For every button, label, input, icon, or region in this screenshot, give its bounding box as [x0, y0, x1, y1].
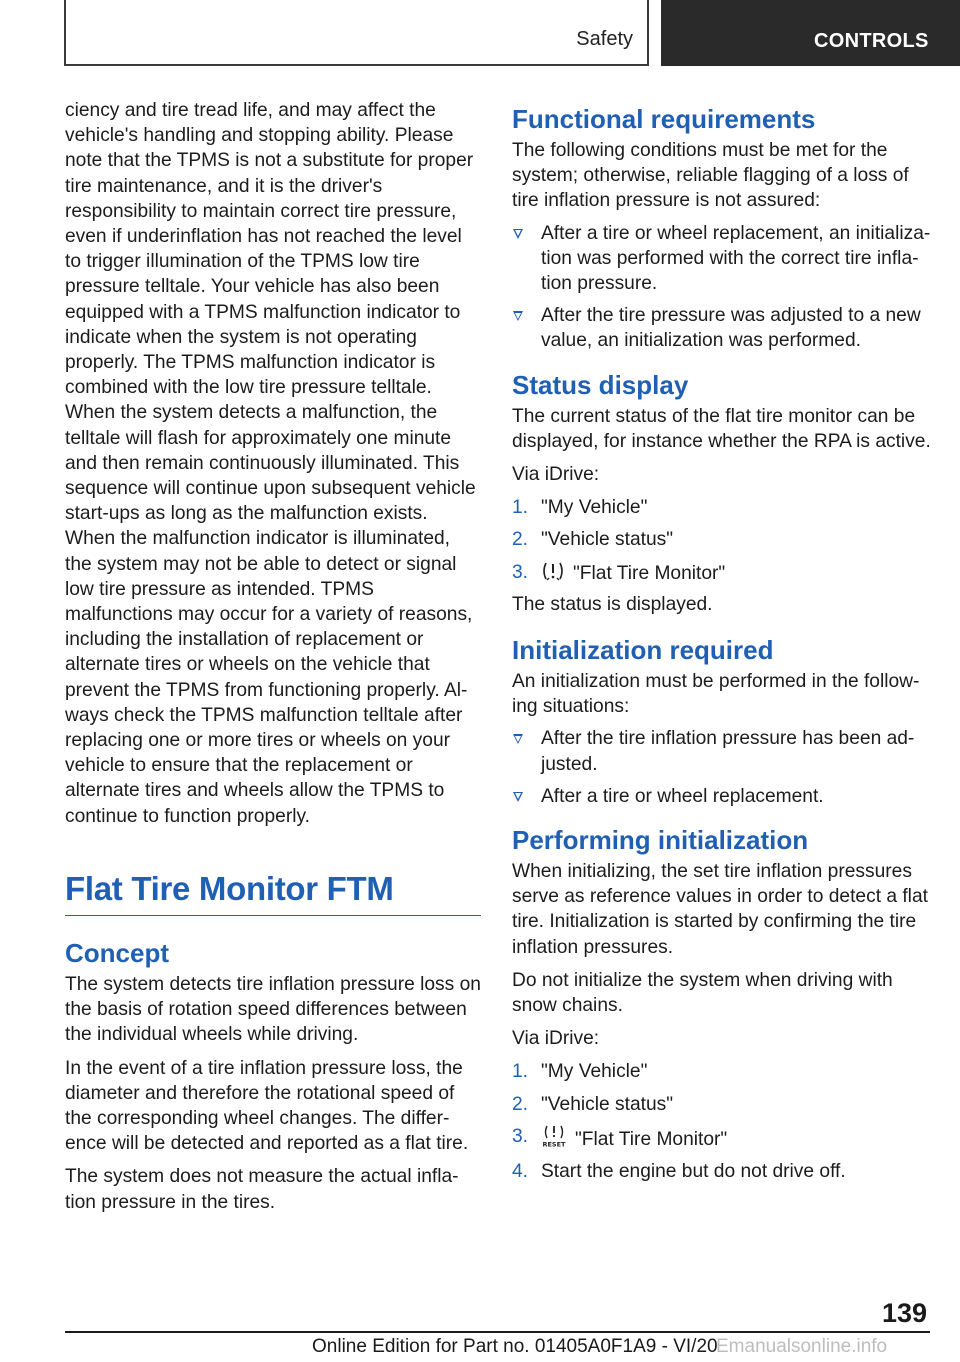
functional-requirements-paragraph: The following conditions must be met for the system; otherwise, reliable flagging of a loss of tire inflation pressure is not assured: — [512, 140, 909, 212]
footer-divider — [65, 1331, 930, 1333]
concept-paragraph-3: The system does not measure the actual inflation pressure in the tires. — [65, 1166, 459, 1213]
chapter-tab — [661, 0, 960, 66]
via-idrive-label: Via iDrive: — [512, 1028, 600, 1050]
status-steps-list — [512, 495, 932, 586]
list-item: 1. "My Vehicle" — [512, 497, 648, 519]
main-heading: Flat Tire Monitor FTM — [65, 869, 481, 916]
triangle-bullet-icon — [513, 229, 523, 239]
list-item: 1. "My Vehicle" — [512, 1061, 648, 1083]
section-label: Safety — [576, 28, 633, 50]
header-section-box — [64, 0, 649, 66]
initialization-required-list — [512, 726, 932, 809]
watermark: Emanualsonline.info — [716, 1336, 888, 1357]
initialization-required-paragraph: An initialization must be performed in the following situations: — [512, 671, 920, 718]
chapter-label: CONTROLS — [814, 30, 929, 52]
status-display-heading: Status display — [512, 369, 689, 400]
performing-initialization-heading: Performing initialization — [512, 825, 809, 856]
list-item: After a tire or wheel replacement, an initialization was performed with the correct tire inflation pressure. — [512, 221, 932, 297]
triangle-bullet-icon — [513, 311, 523, 321]
list-item: 3. "Flat Tire Monitor" — [512, 561, 726, 584]
concept-heading: Concept — [65, 937, 169, 968]
tire-reset-icon — [541, 1124, 567, 1148]
functional-requirements-list — [512, 221, 932, 354]
list-item: 3. RESET "Flat Tire Monitor" — [512, 1125, 728, 1150]
list-item: After a tire or wheel replacement. — [512, 784, 932, 809]
performing-initialization-paragraph-1: When initializing, the set tire inflation pressures serve as reference values in order to detect a flat tire. Initialization is started by confirming the tire inflation pressures. — [512, 861, 928, 958]
right-column — [512, 98, 932, 1184]
triangle-bullet-icon — [513, 734, 523, 744]
concept-paragraph-2: In the event of a tire inflation pressure loss, the diameter and therefore the rotational speed of the corresponding wheel changes. The difference will be detected and reported as a flat tire. — [65, 1057, 469, 1155]
status-result: The status is displayed. — [512, 593, 713, 615]
list-item: 2. "Vehicle status" — [512, 1093, 674, 1115]
list-item: 2. "Vehicle status" — [512, 529, 674, 551]
initialization-steps-list — [512, 1059, 932, 1184]
performing-initialization-paragraph-2: Do not initialize the system when driving with snow chains. — [512, 969, 893, 1017]
status-display-paragraph: The current status of the flat tire monitor can be displayed, for instance whether the RPA is active. — [512, 405, 931, 452]
tire-warning-icon — [541, 560, 565, 582]
triangle-bullet-icon — [513, 792, 523, 802]
concept-paragraph-1: The system detects tire inflation pressure loss on the basis of rotation speed differences between the individual wheels while driving. — [65, 973, 481, 1046]
functional-requirements-heading: Functional requirements — [512, 104, 816, 134]
svg-text:RESET: RESET — [542, 1140, 566, 1148]
initialization-required-heading: Initialization required — [512, 635, 774, 666]
tpms-paragraph: ciency and tire tread life, and may affect the vehicle's handling and stopping ability. Please note that the TPMS is not a substitute for proper tire maintenance, and it is the driver's responsibility to maintain correct tire pressure, even if underinflation has not reached the level to trigger illumination of the TPMS low tire pressure telltale. Your vehicle has also been equipped with a TPMS malfunction indicator to indicate when the system is not operating properly. The TPMS malfunction indicator is combined with the low tire pressure telltale. When the system detects a malfunction, the telltale will flash for approximately one minute and then remain continuously illuminated. This sequence will continue upon subsequent vehicle start-ups as long as the malfunction exists. When the malfunction indicator is illuminated, the system may not be able to detect or signal low tire pressure as intended. TPMS malfunctions may occur for a variety of reasons, including the installation of replacement or alternate tires or wheels on the vehicle that prevent the TPMS from functioning properly. Always check the TPMS malfunction telltale after replacing one or more tires or wheels on your vehicle to ensure that the replacement or alternate tires and wheels allow the TPMS to continue to function properly. — [65, 100, 476, 827]
list-item: After the tire pressure was adjusted to a new value, an initialization was performed. — [512, 303, 932, 353]
list-item: After the tire inflation pressure has been adjusted. — [512, 726, 932, 776]
list-item: 4. Start the engine but do not drive off. — [512, 1161, 846, 1183]
edition-text: Online Edition for Part no. 01405A0F1A9 - VI/20 — [312, 1336, 718, 1357]
page-number: 139 — [882, 1298, 928, 1328]
via-idrive-label: Via iDrive: — [512, 464, 600, 486]
left-column — [65, 98, 481, 1215]
